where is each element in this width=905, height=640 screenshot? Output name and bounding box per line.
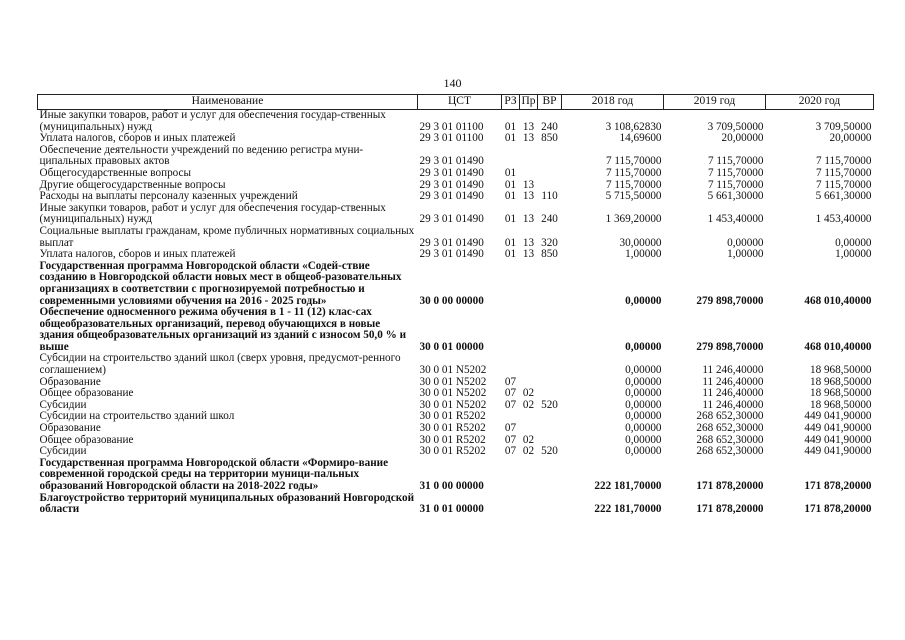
- row-cst: 29 3 01 01490: [419, 236, 484, 249]
- table-row: [38, 145, 874, 168]
- table-row: [38, 168, 874, 180]
- row-name: Образование: [39, 375, 101, 388]
- row-value-2020: 7 115,70000: [815, 166, 872, 179]
- row-vr: [538, 261, 562, 307]
- row-name: Иные закупки товаров, работ и услуг для обеспечения государ-ственных (муниципальных) нужд: [39, 109, 386, 133]
- row-rz: 01: [504, 120, 517, 133]
- row-value-2018: 222 181,70000: [594, 503, 662, 516]
- row-cst: 29 3 01 01490: [419, 248, 484, 261]
- row-value-2019: 20,00000: [721, 132, 764, 145]
- row-cst: 29 3 01 01490: [419, 190, 484, 203]
- table-row: [38, 191, 874, 203]
- row-value-2019: 279 898,70000: [696, 294, 764, 307]
- row-value-2019: 5 661,30000: [707, 190, 764, 203]
- row-name: Уплата налогов, сборов и иных платежей: [39, 248, 236, 261]
- row-rz: 01: [504, 166, 517, 179]
- row-value-2020: 449 041,90000: [804, 422, 872, 435]
- row-name: Иные закупки товаров, работ и услуг для обеспечения государ-ственных (муниципальных) нужд: [39, 201, 386, 226]
- row-cst: 30 0 01 N5202: [419, 364, 487, 377]
- row-name: Субсидии на строительство зданий школ (сверх уровня, предусмот-ренного соглашением): [39, 352, 401, 377]
- row-value-2018: 1,00000: [625, 248, 662, 261]
- row-cst: 29 3 01 01490: [419, 178, 484, 191]
- row-cst: 29 3 01 01490: [419, 155, 484, 168]
- row-value-2020: 7 115,70000: [815, 155, 872, 168]
- row-value-2019: 171 878,20000: [696, 503, 764, 516]
- row-name: Субсидии на строительство зданий школ: [39, 410, 235, 423]
- row-vr: [538, 377, 562, 389]
- row-value-2018: 0,00000: [625, 294, 662, 307]
- row-vr: 110: [541, 190, 558, 203]
- row-cst: 30 0 01 N5202: [419, 398, 487, 411]
- table-row: [38, 203, 874, 226]
- row-value-2020: 3 709,50000: [815, 120, 872, 133]
- row-vr: [538, 493, 562, 516]
- row-pr: 13: [522, 132, 535, 145]
- row-value-2019: 0,00000: [727, 236, 764, 249]
- row-value-2020: 468 010,40000: [804, 294, 872, 307]
- table-body: [38, 110, 874, 516]
- row-pr: [520, 423, 538, 435]
- row-pr: 02: [522, 445, 535, 458]
- row-cst: 31 0 01 00000: [419, 503, 484, 516]
- header-2018: 2018 год: [562, 95, 664, 110]
- row-name: Благоустройство территорий муниципальных образований Новгородской области: [39, 491, 415, 516]
- row-name: Социальные выплаты гражданам, кроме публичных нормативных социальных выплат: [39, 224, 415, 249]
- row-name: Государственная программа Новгородской области «Содей-ствие созданию в Новгородской области новых мест в общеоб-разовательных организациях в соответствии с прогнозируемой потребностью и современными условиями обучения на 2016 - 2025 годы»: [39, 259, 402, 307]
- row-pr: [520, 353, 538, 376]
- row-value-2018: 7 115,70000: [605, 166, 662, 179]
- row-vr: 240: [541, 213, 558, 226]
- row-pr: 13: [522, 236, 535, 249]
- row-value-2018: 0,00000: [625, 410, 662, 423]
- row-pr: [520, 411, 538, 423]
- row-vr: 320: [541, 236, 558, 249]
- header-vr: ВР: [538, 95, 562, 110]
- budget-table: [37, 94, 874, 516]
- row-rz: 01: [504, 178, 517, 191]
- row-name: Обеспечение односменного режима обучения в 1 - 11 (12) клас-сах общеобразовательных организаций, перевод обучающихся в новые здания общеобразовательных организаций из зданий с износом 50,0 % и выше: [39, 306, 407, 353]
- row-value-2019: 268 652,30000: [696, 433, 764, 446]
- row-value-2019: 11 246,40000: [702, 387, 764, 400]
- row-value-2018: 0,00000: [625, 433, 662, 446]
- row-value-2018: 7 115,70000: [605, 155, 662, 168]
- row-cst: 30 0 01 R5202: [419, 422, 486, 435]
- row-value-2018: 0,00000: [625, 364, 662, 377]
- row-value-2019: 279 898,70000: [696, 340, 764, 353]
- row-vr: [538, 458, 562, 493]
- table-row: [38, 353, 874, 376]
- row-rz: [502, 307, 520, 353]
- row-cst: 30 0 01 R5202: [419, 410, 486, 423]
- row-pr: 13: [522, 248, 535, 261]
- row-rz: [502, 353, 520, 376]
- row-value-2019: 7 115,70000: [707, 155, 764, 168]
- row-value-2018: 5 715,50000: [605, 190, 662, 203]
- row-value-2020: 1,00000: [835, 248, 872, 261]
- row-rz: 07: [504, 422, 517, 435]
- row-value-2020: 449 041,90000: [804, 445, 872, 458]
- row-name: Уплата налогов, сборов и иных платежей: [39, 132, 236, 145]
- table-row: [38, 110, 874, 134]
- row-value-2019: 11 246,40000: [702, 364, 764, 377]
- header-2019: 2019 год: [664, 95, 766, 110]
- row-name: Общее образование: [39, 387, 134, 400]
- row-value-2020: 0,00000: [835, 236, 872, 249]
- row-value-2018: 30,00000: [619, 236, 662, 249]
- page-number: 140: [443, 76, 462, 90]
- row-vr: 520: [541, 398, 558, 411]
- row-cst: 30 0 01 00000: [419, 340, 484, 353]
- row-pr: 02: [522, 398, 535, 411]
- row-cst: 29 3 01 01100: [419, 120, 484, 133]
- row-cst: 30 0 00 00000: [419, 294, 484, 307]
- row-cst: 30 0 01 N5202: [419, 375, 487, 388]
- table-row: [38, 249, 874, 261]
- row-value-2019: 1,00000: [727, 248, 764, 261]
- row-value-2019: 7 115,70000: [707, 178, 764, 191]
- row-cst: 31 0 00 00000: [419, 480, 484, 492]
- row-cst: 29 3 01 01100: [419, 132, 484, 145]
- row-vr: 850: [541, 248, 558, 261]
- header-pr: Пр: [520, 95, 538, 110]
- header-rz: РЗ: [502, 95, 520, 110]
- table-row: [38, 261, 874, 307]
- row-vr: [538, 307, 562, 353]
- row-value-2018: 0,00000: [625, 340, 662, 353]
- row-value-2019: 268 652,30000: [696, 445, 764, 458]
- row-value-2018: 0,00000: [625, 422, 662, 435]
- row-value-2020: 5 661,30000: [815, 190, 872, 203]
- row-value-2020: 20,00000: [829, 132, 872, 145]
- row-name: Другие общегосударственные вопросы: [39, 178, 226, 191]
- row-value-2020: 449 041,90000: [804, 410, 872, 423]
- row-cst: 30 0 01 R5202: [419, 445, 486, 458]
- row-name: Субсидии: [39, 398, 87, 411]
- row-pr: [520, 261, 538, 307]
- row-pr: 13: [522, 213, 535, 226]
- row-value-2018: 14,69600: [619, 132, 662, 145]
- row-value-2020: 18 968,50000: [809, 364, 872, 377]
- row-rz: 07: [504, 433, 517, 446]
- row-value-2019: 11 246,40000: [702, 398, 764, 411]
- row-pr: 13: [522, 178, 535, 191]
- row-value-2020: 171 878,20000: [804, 480, 872, 492]
- row-value-2018: 0,00000: [625, 387, 662, 400]
- row-cst: 30 0 01 R5202: [419, 433, 486, 446]
- row-vr: [538, 168, 562, 180]
- header-cst: ЦСТ: [418, 95, 502, 110]
- header-2020: 2020 год: [766, 95, 874, 110]
- row-pr: 02: [522, 433, 535, 446]
- row-cst: 29 3 01 01490: [419, 166, 484, 179]
- row-pr: 02: [522, 387, 535, 400]
- row-value-2020: 18 968,50000: [809, 375, 872, 388]
- row-pr: 13: [522, 190, 535, 203]
- row-name: Образование: [39, 422, 101, 435]
- row-value-2020: 18 968,50000: [809, 398, 872, 411]
- row-value-2018: 0,00000: [625, 445, 662, 458]
- table-row: [38, 423, 874, 435]
- table-header: [38, 95, 874, 110]
- row-value-2018: 0,00000: [625, 398, 662, 411]
- row-value-2020: 7 115,70000: [815, 178, 872, 191]
- row-value-2019: 7 115,70000: [707, 166, 764, 179]
- row-value-2020: 449 041,90000: [804, 433, 872, 446]
- row-value-2019: 1 453,40000: [707, 213, 764, 226]
- row-rz: 07: [504, 387, 517, 400]
- row-pr: [520, 145, 538, 168]
- row-pr: [520, 168, 538, 180]
- row-cst: 29 3 01 01490: [419, 213, 484, 226]
- row-rz: 01: [504, 132, 517, 145]
- row-rz: 07: [504, 445, 517, 458]
- row-rz: [502, 145, 520, 168]
- row-value-2019: 3 709,50000: [707, 120, 764, 133]
- row-rz: 07: [504, 375, 517, 388]
- row-value-2020: 171 878,20000: [804, 503, 872, 516]
- row-name: Общее образование: [39, 433, 134, 446]
- row-vr: [538, 353, 562, 376]
- row-pr: [520, 493, 538, 516]
- row-value-2018: 3 108,62830: [605, 120, 662, 133]
- row-rz: 07: [504, 398, 517, 411]
- table-row: [38, 458, 874, 493]
- row-value-2019: 171 878,20000: [696, 480, 764, 492]
- row-pr: [520, 307, 538, 353]
- row-value-2019: 268 652,30000: [696, 410, 764, 423]
- header-name: Наименование: [38, 95, 418, 110]
- row-vr: 850: [541, 132, 558, 145]
- row-value-2018: 222 181,70000: [594, 480, 662, 492]
- row-rz: 01: [504, 190, 517, 203]
- row-name: Субсидии: [39, 445, 87, 458]
- row-name: Расходы на выплаты персоналу казенных учреждений: [39, 190, 298, 203]
- table-row: [38, 493, 874, 516]
- table-row: [38, 226, 874, 249]
- row-value-2020: 18 968,50000: [809, 387, 872, 400]
- row-rz: 01: [504, 213, 517, 226]
- row-vr: [538, 423, 562, 435]
- row-rz: 01: [504, 248, 517, 261]
- row-name: Обеспечение деятельности учреждений по ведению регистра муни-ципальных правовых актов: [39, 143, 364, 168]
- row-value-2018: 1 369,20000: [605, 213, 662, 226]
- row-name: Общегосударственные вопросы: [39, 166, 192, 179]
- row-cst: 30 0 01 N5202: [419, 387, 487, 400]
- row-value-2020: 1 453,40000: [815, 213, 872, 226]
- row-rz: [502, 458, 520, 493]
- table-row: [38, 307, 874, 353]
- row-vr: [538, 411, 562, 423]
- row-value-2019: 11 246,40000: [702, 375, 764, 388]
- row-pr: 13: [522, 120, 535, 133]
- row-value-2020: 468 010,40000: [804, 340, 872, 353]
- row-value-2019: 268 652,30000: [696, 422, 764, 435]
- row-rz: [502, 261, 520, 307]
- row-value-2018: 7 115,70000: [605, 178, 662, 191]
- row-name: Государственная программа Новгородской области «Формиро-вание современной городской среды на территории муници-пальных образований Новгородской области на 2018-2022 годы»: [39, 456, 389, 492]
- row-pr: [520, 458, 538, 493]
- row-rz: 01: [504, 236, 517, 249]
- row-vr: 240: [541, 120, 558, 133]
- row-rz: [502, 493, 520, 516]
- row-value-2018: 0,00000: [625, 375, 662, 388]
- row-vr: 520: [541, 445, 558, 458]
- row-vr: [538, 145, 562, 168]
